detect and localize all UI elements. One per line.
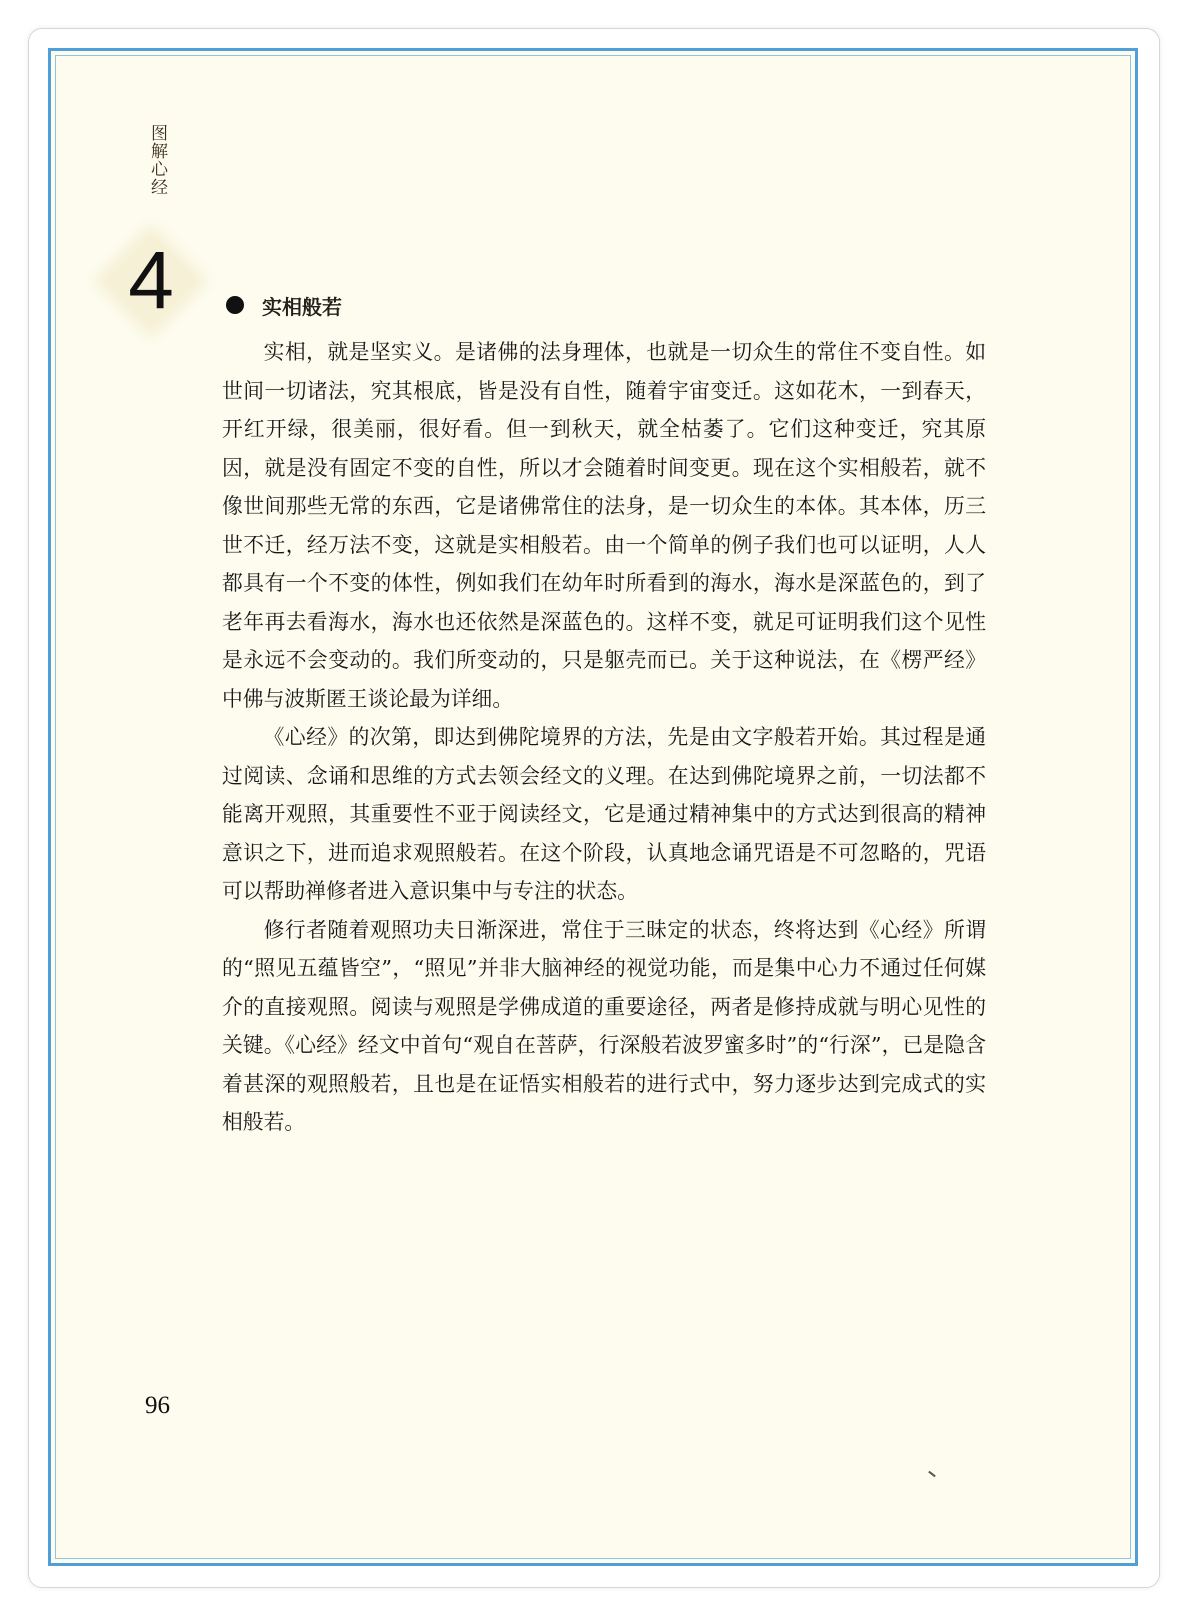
- paragraph-3: 修行者随着观照功夫日渐深进，常住于三昧定的状态，终将达到《心经》所谓的“照见五蕴皆空”，“照见”并非大脑神经的视觉功能，而是集中心力不通过任何媒介的直接观照。阅读与观照是学佛成道的重要途径，两者是修持成就与明心见性的关键。《心经》经文中首句“观自在菩萨，行深般若波罗蜜多时”的“行深”，已是隐含着甚深的观照般若，且也是在证悟实相般若的进行式中，努力逐步达到完成式的实相般若。: [222, 917, 986, 1134]
- chapter-number: 4: [128, 235, 174, 326]
- chapter-badge: [104, 234, 198, 328]
- paragraph-1: 实相，就是坚实义。是诸佛的法身理体，也就是一切众生的常住不变自性。如世间一切诸法，究其根底，皆是没有自性，随着宇宙变迁。这如花木，一到春天，开红开绿，很美丽，很好看。但一到秋天，就全枯萎了。它们这种变迁，究其原因，就是没有固定不变的自性，所以才会随着时间变更。现在这个实相般若，就不像世间那些无常的东西，它是诸佛常住的法身，是一切众生的本体。其本体，历三世不迁，经万法不变，这就是实相般若。由一个简单的例子我们也可以证明，人人都具有一个不变的体性，例如我们在幼年时所看到的海水，海水是深蓝色的，到了老年再去看海水，海水也还依然是深蓝色的。这样不变，就足可证明我们这个见性是永远不会变动的。我们所变动的，只是躯壳而已。关于这种说法，在《楞严经》中佛与波斯匿王谈论最为详细。: [222, 340, 986, 711]
- vertical-book-title: 图解心经: [147, 124, 167, 196]
- section-heading: [226, 291, 342, 319]
- section-title: 实相般若: [262, 294, 342, 319]
- filled-circle-bullet-icon: [226, 296, 244, 314]
- page-number: 96: [145, 1392, 170, 1419]
- body-text: [222, 333, 986, 1142]
- paragraph-2: 《心经》的次第，即达到佛陀境界的方法，先是由文字般若开始。其过程是通过阅读、念诵和思维的方式去领会经文的义理。在达到佛陀境界之前，一切法都不能离开观照，其重要性不亚于阅读经文，它是通过精神集中的方式达到很高的精神意识之下，进而追求观照般若。在这个阶段，认真地念诵咒语是不可忽略的，咒语可以帮助禅修者进入意识集中与专注的状态。: [222, 725, 986, 903]
